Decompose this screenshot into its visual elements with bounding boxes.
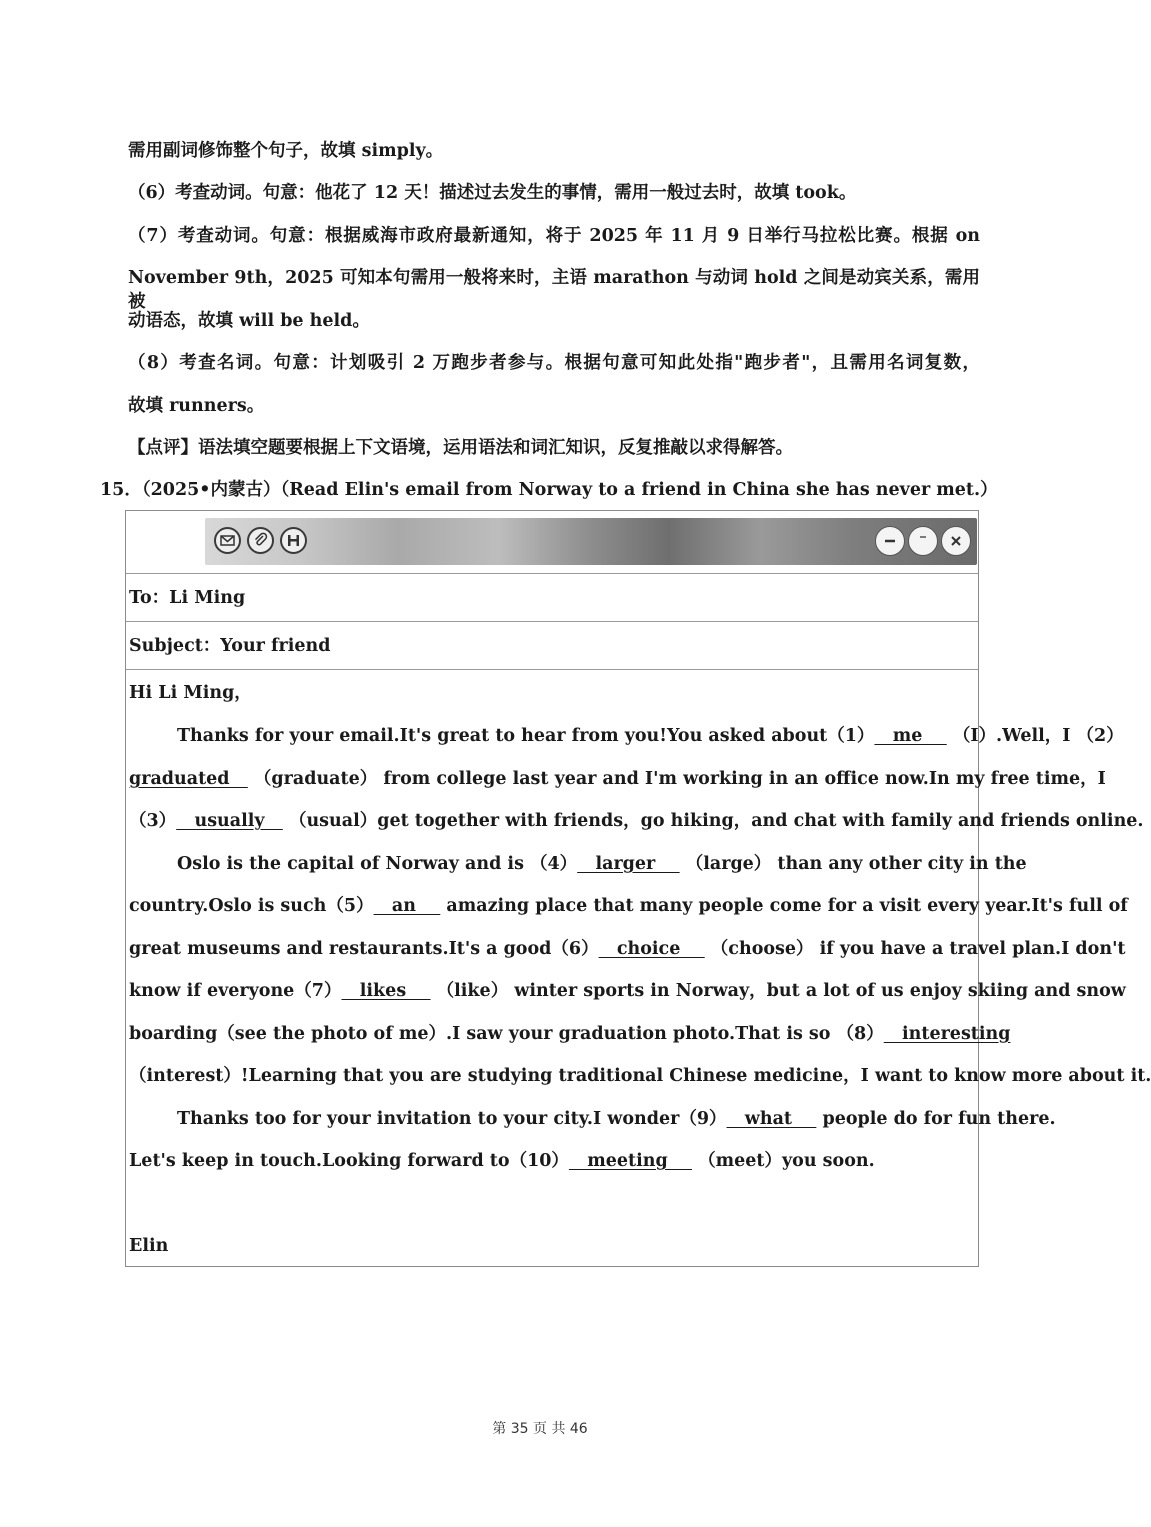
answer-blank-7: likes: [341, 981, 431, 1001]
analysis-line: November 9th，2025 可知本句需用一般将来时，主语 marathon 与动词 hold 之间是动宾关系，需用被: [128, 268, 980, 312]
answer-blank-5: an: [373, 896, 441, 916]
email-line: Oslo is the capital of Norway and is （4） larger （large） than any other city in the: [177, 854, 1027, 874]
email-line: Thanks for your email.It's great to hear from you!You asked about（1） me （I）.Well，I （2）: [177, 726, 1124, 746]
analysis-line: 需用副词修饰整个句子，故填 simply。: [128, 141, 444, 161]
answer-blank-8: interesting: [883, 1024, 1011, 1044]
answer-blank-4: larger: [577, 854, 680, 874]
comment-line: 【点评】语法填空题要根据上下文语境，运用语法和词汇知识，反复推敲以求得解答。: [128, 438, 793, 458]
answer-blank-3: usually: [176, 811, 283, 831]
maximize-icon[interactable]: [908, 526, 938, 556]
to-field: To：Li Ming: [129, 588, 246, 608]
email-toolbar: [205, 518, 977, 565]
analysis-line: （8）考查名词。句意：计划吸引 2 万跑步者参与。根据句意可知此处指"跑步者"，且需用名词复数，: [128, 353, 980, 373]
page-footer: 第 35 页 共 46: [492, 1421, 588, 1437]
email-line: boarding（see the photo of me）.I saw your graduation photo.That is so （8） interesting: [129, 1024, 1011, 1044]
close-icon[interactable]: [941, 526, 971, 556]
analysis-line: 动语态，故填 will be held。: [128, 311, 370, 331]
answer-blank-1: me: [874, 726, 947, 746]
subject-field: Subject：Your friend: [129, 636, 331, 656]
analysis-line: （6）考查动词。句意：他花了 12 天！描述过去发生的事情，需用一般过去时，故填 took。: [128, 183, 857, 203]
analysis-line: 故填 runners。: [128, 396, 265, 416]
email-line: Thanks too for your invitation to your city.I wonder（9） what people do for fun there.: [177, 1109, 1056, 1129]
minimize-icon[interactable]: [875, 526, 905, 556]
email-line: （interest）!Learning that you are studying traditional Chinese medicine，I want to know more about it.: [129, 1066, 1151, 1086]
email-line: great museums and restaurants.It's a good（6） choice （choose） if you have a travel plan.I don't: [129, 939, 1126, 959]
answer-blank-10: meeting: [568, 1151, 693, 1171]
email-line: （3） usually （usual）get together with friends，go hiking，and chat with family and friends online.: [129, 811, 1144, 831]
email-line: Let's keep in touch.Looking forward to（10） meeting （meet）you soon.: [129, 1151, 875, 1171]
email-line: know if everyone（7） likes （like） winter sports in Norway，but a lot of us enjoy skiing and snow: [129, 981, 1126, 1001]
analysis-line: （7）考查动词。句意：根据威海市政府最新通知，将于 2025 年 11 月 9 日举行马拉松比赛。根据 on: [128, 226, 980, 246]
email-line: country.Oslo is such（5） an amazing place that many people come for a visit every year.It's full of: [129, 896, 1128, 916]
email-window: [125, 510, 1151, 1267]
attachment-icon[interactable]: [247, 527, 274, 554]
email-signature: Elin: [129, 1236, 169, 1256]
mail-icon[interactable]: [214, 527, 241, 554]
answer-blank-9: what: [726, 1109, 817, 1129]
save-icon[interactable]: [280, 527, 307, 554]
question-title: 15．（2025•内蒙古）（Read Elin's email from Norway to a friend in China she has never met.）: [100, 480, 998, 500]
email-greeting: Hi Li Ming，: [129, 683, 252, 703]
email-line: graduated （graduate） from college last year and I'm working in an office now.In my free time，I: [129, 769, 1106, 789]
answer-blank-2: graduated: [129, 769, 248, 789]
answer-blank-6: choice: [598, 939, 705, 959]
